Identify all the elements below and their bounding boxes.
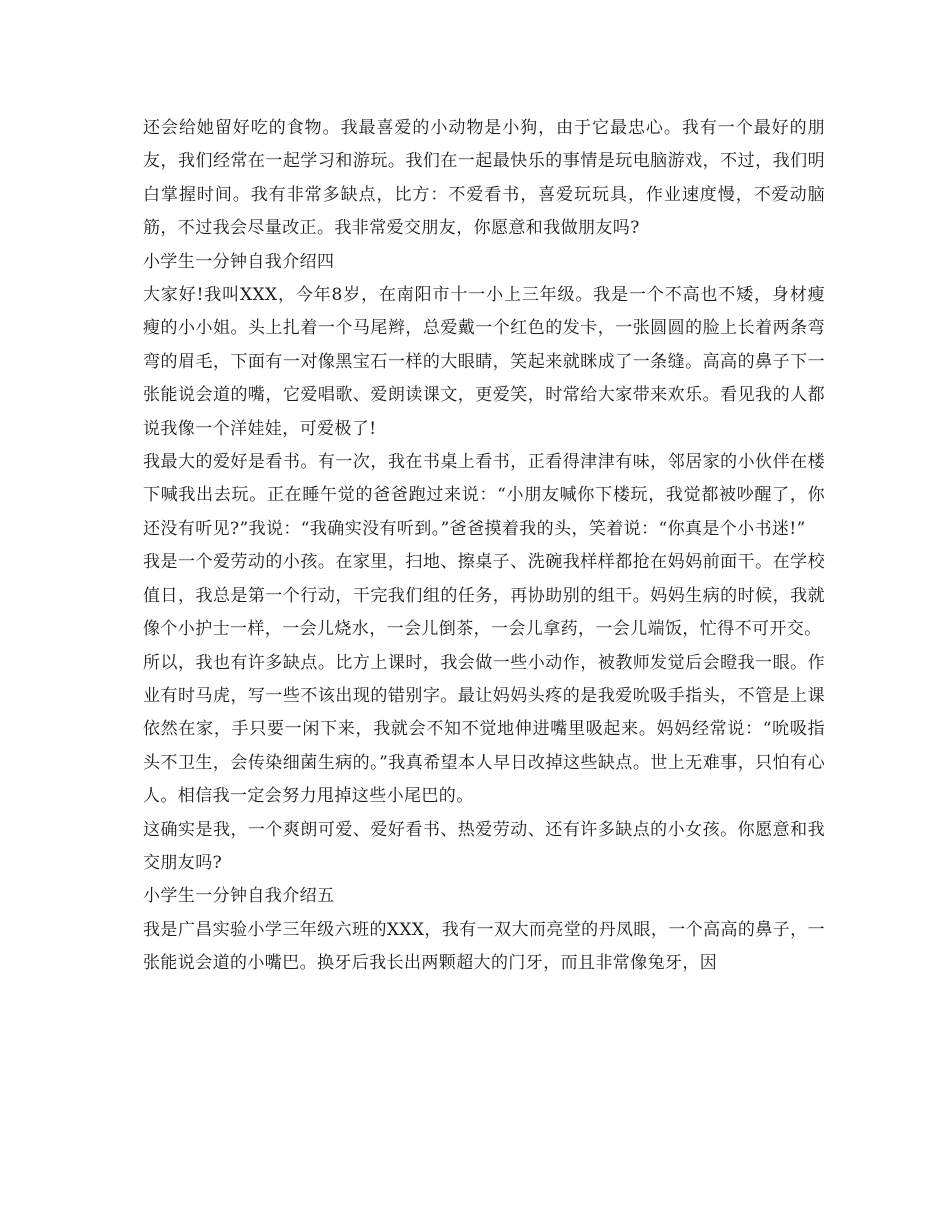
paragraph: 还会给她留好吃的食物。我最喜爱的小动物是小狗，由于它最忠心。我有一个最好的朋友，我们经常在一起学习和游玩。我们在一起最快乐的事情是玩电脑游戏，不过，我们明白掌握时间。我有非常多缺点，比方：不爱看书，喜爱玩玩具，作业速度慢，不爱动脑筋，不过我会尽量改正。我非常爱交朋友，你愿意和我做朋友吗?	[143, 118, 825, 239]
section-heading-four: 小学生一分钟自我介绍四	[143, 251, 335, 272]
paragraph: 大家好!我叫XXX，今年8岁，在南阳市十一小上三年级。我是一个不高也不矮，身材瘦瘦的小小姐。头上扎着一个马尾辫，总爱戴一个红色的发卡，一张圆圆的脸上长着两条弯弯的眉毛，下面有一对像黑宝石一样的大眼睛，笑起来就眯成了一条缝。高高的鼻子下一张能说会道的嘴，它爱唱歌、爱朗读课文，更爱笑，时常给大家带来欢乐。看见我的人都说我像一个洋娃娃，可爱极了!	[143, 285, 825, 439]
paragraph: 我最大的爱好是看书。有一次，我在书桌上看书，正看得津津有味，邻居家的小伙伴在楼下喊我出去玩。正在睡午觉的爸爸跑过来说：“小朋友喊你下楼玩，我觉都被吵醒了，你还没有听见?”我说：“我确实没有听到。”爸爸摸着我的头，笑着说：“你真是个小书迷!”	[143, 452, 825, 539]
paragraph: 所以，我也有许多缺点。比方上课时，我会做一些小动作，被教师发觉后会瞪我一眼。作业有时马虎，写一些不该出现的错别字。最让妈妈头疼的是我爱吮吸手指头，不管是上课依然在家，手只要一闲下来，我就会不知不觉地伸进嘴里吸起来。妈妈经常说：“吮吸指头不卫生，会传染细菌生病的。”我真希望本人早日改掉这些缺点。世上无难事，只怕有心人。相信我一定会努力甩掉这些小尾巴的。	[143, 652, 825, 807]
section-heading-five: 小学生一分钟自我介绍五	[143, 886, 335, 907]
document-body	[143, 112, 825, 981]
paragraph: 我是一个爱劳动的小孩。在家里，扫地、擦桌子、洗碗我样样都抢在妈妈前面干。在学校值日，我总是第一个行动，干完我们组的任务，再协助别的组干。妈妈生病的时候，我就像个小护士一样，一会儿烧水，一会儿倒茶，一会儿拿药，一会儿端饭，忙得不可开交。	[143, 552, 825, 640]
paragraph: 这确实是我，一个爽朗可爱、爱好看书、热爱劳动、还有许多缺点的小女孩。你愿意和我交朋友吗?	[143, 819, 825, 873]
paragraph: 我是广昌实验小学三年级六班的XXX，我有一双大而亮堂的丹凤眼，一个高高的鼻子，一张能说会道的小嘴巴。换牙后我长出两颗超大的门牙，而且非常像兔牙，因	[143, 919, 825, 974]
